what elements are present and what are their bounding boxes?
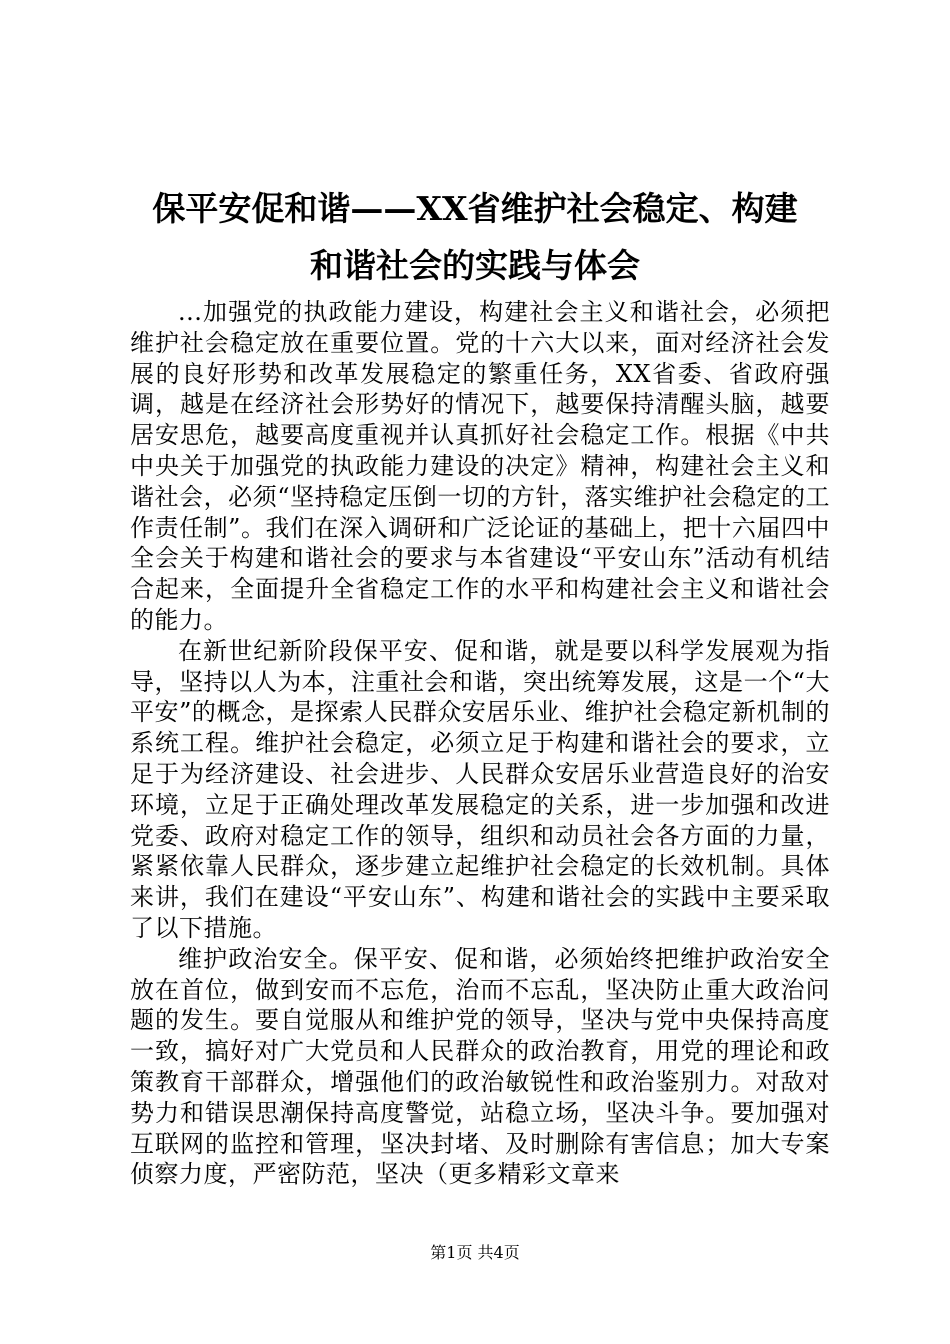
document-title-line-2: 和谐社会的实践与体会: [310, 246, 640, 285]
paragraph-2: 在新世纪新阶段保平安、促和谐，就是要以科学发展观为指导，坚持以人为本，注重社会和谐，突出统筹发展，这是一个“大平安”的概念，是探索人民群众安居乐业、维护社会稳定新机制的系统工程。维护社会稳定，必须立足于构建和谐社会的要求，立足于为经济建设、社会进步、人民群众安居乐业营造良好的治安环境，立足于正确处理改革发展稳定的关系，进一步加强和改进党委、政府对稳定工作的领导，组织和动员社会各方面的力量，紧紧依靠人民群众，逐步建立起维护社会稳定的长效机制。具体来讲，我们在建设“平安山东”、构建和谐社会的实践中主要采取了以下措施。: [130, 636, 830, 942]
paragraph-1: ...加强党的执政能力建设，构建社会主义和谐社会，必须把维护社会稳定放在重要位置。党的十六大以来，面对经济社会发展的良好形势和改革发展稳定的繁重任务，XX省委、省政府强调，越是在经济社会形势好的情况下，越要保持清醒头脑，越要居安思危，越要高度重视并认真抓好社会稳定工作。根据《中共中央关于加强党的执政能力建设的决定》精神，构建社会主义和谐社会，必须“坚持稳定压倒一切的方针，落实维护社会稳定的工作责任制”。我们在深入调研和广泛论证的基础上，把十六届四中全会关于构建和谐社会的要求与本省建设“平安山东”活动有机结合起来，全面提升全省稳定工作的水平和构建社会主义和谐社会的能力。: [130, 298, 830, 634]
document-title-line-1: 保平安促和谐——XX省维护社会稳定、构建: [152, 189, 798, 228]
page-footer: 第1页 共4页: [430, 1243, 520, 1262]
document-body: [130, 297, 830, 1190]
paragraph-3: 维护政治安全。保平安、促和谐，必须始终把维护政治安全放在首位，做到安而不忘危，治而不忘乱，坚决防止重大政治问题的发生。要自觉服从和维护党的领导，坚决与党中央保持高度一致，搞好对广大党员和人民群众的政治教育，用党的理论和政策教育干部群众，增强他们的政治敏锐性和政治鉴别力。对敌对势力和错误思潮保持高度警觉，站稳立场，坚决斗争。要加强对互联网的监控和管理，坚决封堵、及时删除有害信息；加大专案侦察力度，严密防范，坚决（更多精彩文章来: [130, 944, 830, 1189]
